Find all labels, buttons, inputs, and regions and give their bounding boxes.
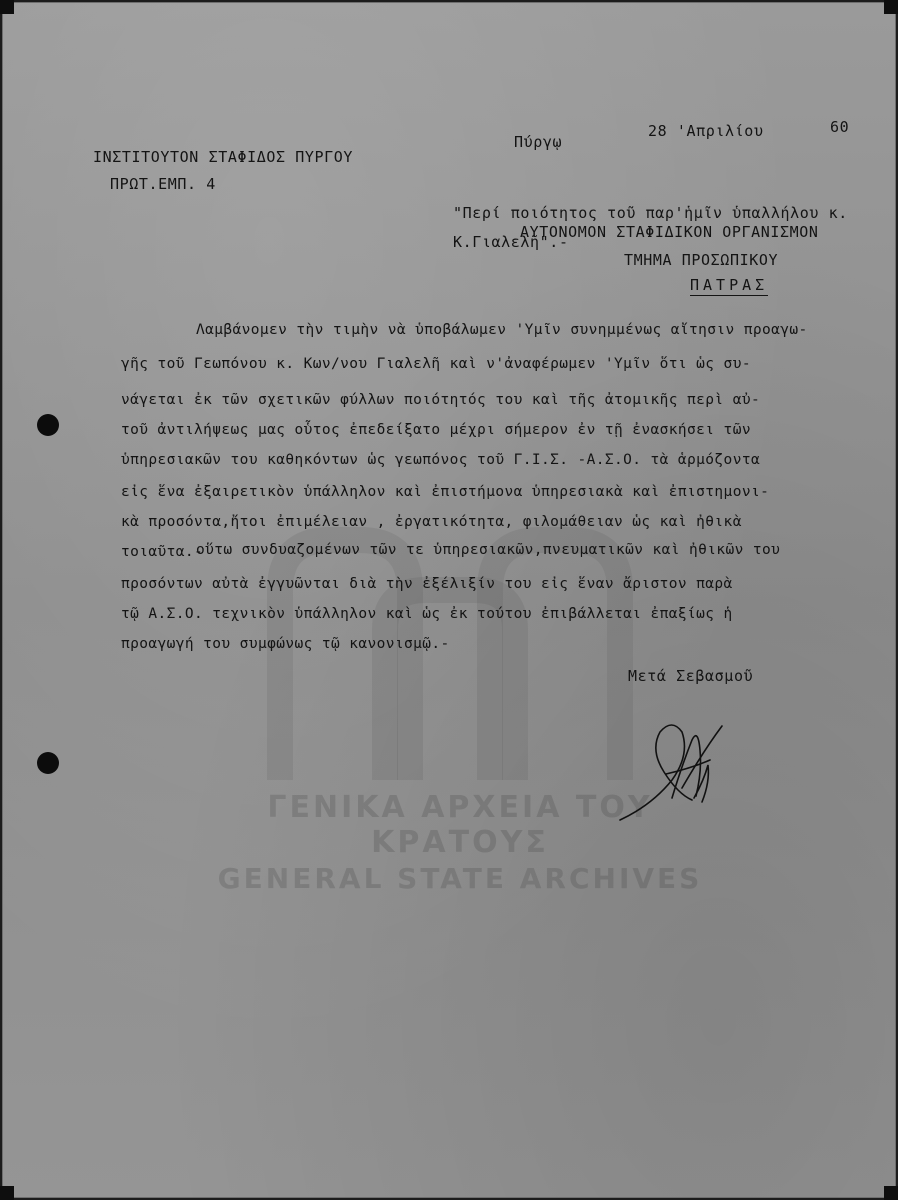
punch-hole (37, 752, 59, 774)
place: Πύργῳ (514, 133, 563, 151)
scan-corner (0, 1186, 14, 1200)
protocol-number: ΠΡΩΤ.ΕΜΠ. 4 (110, 175, 216, 193)
date-day-month: 28 'Απριλίου (648, 122, 764, 140)
body-line: προαγωγή του συμφώνως τῷ κανονισμῷ.- (121, 636, 450, 652)
body-line: νάγεται ἐκ τῶν σχετικῶν φύλλων ποιότητός του καὶ τῆς ἀτομικῆς περὶ αὐ- (121, 392, 761, 408)
body-line: τοιαῦτα.- (121, 544, 204, 560)
body-line: κὰ προσόντα,ἤτοι ἐπιμέλειαν , ἐργατικότητα, φιλομάθειαν ὡς καὶ ἠθικὰ (121, 514, 742, 530)
body-line: τῷ Α.Σ.Ο. τεχνικὸν ὑπάλληλον καὶ ὡς ἐκ τούτου ἐπιβάλλεται ἐπαξίως ἡ (121, 606, 733, 622)
body-line: γῆς τοῦ Γεωπόνου κ. Κων/νου Γιαλελῆ καὶ ν'ἀναφέρωμεν 'Υμῖν ὅτι ὡς συ- (121, 356, 751, 372)
body-line: προσόντων αὐτὰ ἐγγυῶνται διὰ τὴν ἐξέλιξίν του εἰς ἕναν ἄριστον παρὰ (121, 576, 733, 592)
closing: Μετά Σεβασμοῦ (628, 667, 754, 685)
recipient-organization: ΑΥΤΟΝΟΜΟΝ ΣΤΑΦΙΔΙΚΟΝ ΟΡΓΑΝΙΣΜΟΝ (520, 223, 819, 241)
body-line: τοῦ ἀντιλήψεως μας οὗτος ἐπεδείξατο μέχρι σήμερον ἐν τῇ ἐνασκήσει τῶν (121, 422, 751, 438)
body-line: οὕτω συνδυαζομένων τῶν τε ὑπηρεσιακῶν,πνευματικῶν καὶ ἠθικῶν του (196, 542, 781, 558)
scan-corner (0, 0, 14, 14)
recipient-city: ΠΑΤΡΑΣ (690, 276, 769, 294)
punch-hole (37, 414, 59, 436)
subject-line-1: "Περί ποιότητος τοῦ παρ'ἡμῖν ὑπαλλήλου κ. (453, 204, 848, 222)
scan-corner (884, 1186, 898, 1200)
watermark-english: GENERAL STATE ARCHIVES (217, 862, 703, 895)
body-line: εἰς ἕνα ἐξαιρετικὸν ὑπάλληλον καὶ ἐπιστήμονα ὑπηρεσιακὰ καὶ ἐπιστημονι- (121, 484, 770, 500)
sender-institute: ΙΝΣΤΙΤΟΥΤΟΝ ΣΤΑΦΙΔΟΣ ΠΥΡΓΟΥ (93, 148, 354, 166)
recipient-department: ΤΜΗΜΑ ΠΡΟΣΩΠΙΚΟΥ (624, 251, 779, 269)
subject-line-2: Κ.Γιαλελῆ".- (453, 233, 569, 251)
archive-logo-watermark (240, 520, 660, 790)
body-line: Λαμβάνομεν τὴν τιμὴν νὰ ὑποβάλωμεν 'Υμῖν συνημμένως αἴτησιν προαγω- (196, 322, 808, 338)
signature (612, 710, 742, 830)
watermark-greek: ΓΕΝΙΚΑ ΑΡΧΕΙΑ ΤΟΥ ΚΡΑΤΟΥΣ (267, 790, 653, 860)
date-year: 60 (830, 118, 850, 136)
body-line: ὑπηρεσιακῶν του καθηκόντων ὡς γεωπόνος τοῦ Γ.Ι.Σ. -Α.Σ.Ο. τὰ ἁρμόζοντα (121, 452, 761, 468)
scan-corner (884, 0, 898, 14)
